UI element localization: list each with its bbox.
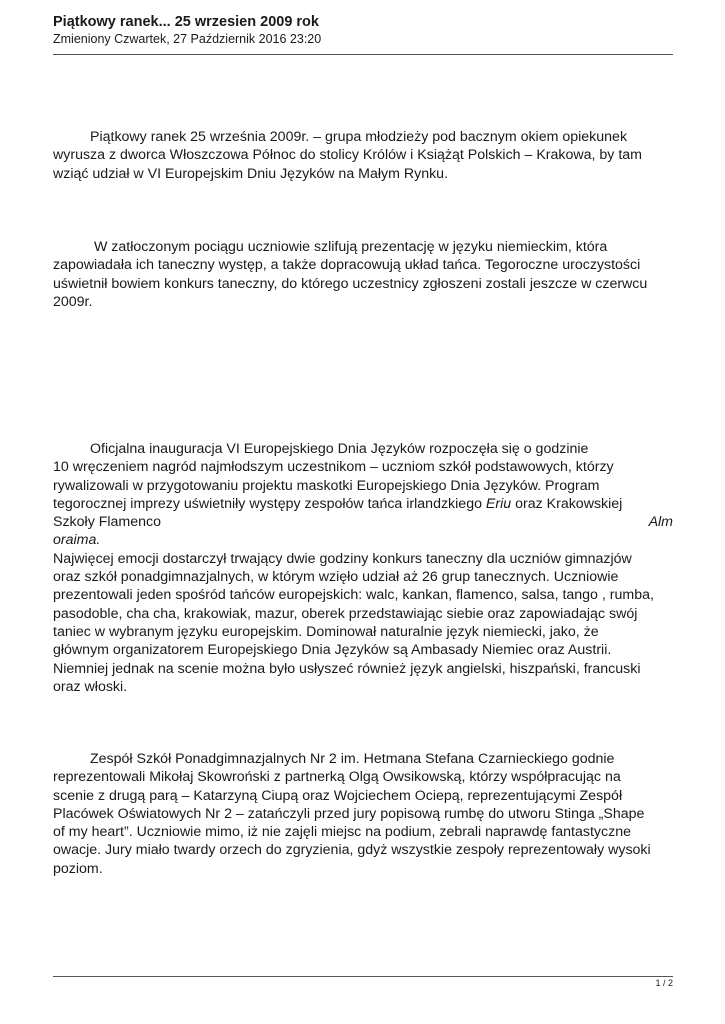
text-line: oraz włoski. bbox=[53, 678, 128, 695]
band-name-almoraima-start: Alm bbox=[648, 514, 673, 531]
text-line: poziom. bbox=[53, 860, 103, 877]
page-number: 1 / 2 bbox=[655, 978, 673, 988]
text-line: Szkoły Flamenco bbox=[53, 514, 162, 531]
footer-divider bbox=[53, 976, 673, 977]
text-line: Niemniej jednak na scenie można było usłyszeć również język angielski, hiszpański, francuski bbox=[53, 660, 641, 677]
text-line: zapowiadała ich taneczny występ, a także dopracowują układ tańca. Tegoroczne uroczystości bbox=[53, 257, 641, 274]
text-line: Piątkowy ranek 25 września 2009r. – grupa młodzieży pod bacznym okiem opiekunek bbox=[90, 129, 628, 145]
text-line: 2009r. bbox=[53, 293, 93, 310]
article-title: Piątkowy ranek... 25 wrzesien 2009 rok bbox=[53, 14, 319, 30]
text-line: pasodoble, cha cha, krakowiak, mazur, oberek przedstawiając siebie oraz zapowiadając swój bbox=[53, 605, 638, 622]
paragraph-4 bbox=[53, 750, 673, 878]
text-line: Oficjalna inauguracja VI Europejskiego Dnia Języków rozpoczęła się o godzinie bbox=[90, 441, 589, 457]
text-line: oraz Krakowskiej bbox=[511, 495, 623, 512]
text-line: uświetnił bowiem konkurs taneczny, do którego uczestnicy zgłoszeni zostali jeszcze w czerwcu bbox=[53, 275, 648, 292]
text-line: scenie z drugą parą – Katarzyną Ciupą oraz Wojciechem Ociepą, reprezentującymi Zespół bbox=[53, 787, 623, 804]
text-line: wziąć udział w VI Europejskim Dniu Języków na Małym Rynku. bbox=[53, 165, 449, 182]
text-line: Zespół Szkół Ponadgimnazjalnych Nr 2 im. Hetmana Stefana Czarnieckiego godnie bbox=[90, 751, 615, 767]
document-header bbox=[53, 14, 673, 47]
band-name-almoraima-end: oraima. bbox=[53, 532, 101, 549]
text-line: prezentowali jeden spośród tańców europejskich: walc, kankan, flamenco, salsa, tango , rumba, bbox=[53, 587, 654, 604]
band-name-eriu: Eriu bbox=[485, 495, 512, 512]
text-line: głównym organizatorem Europejskiego Dnia Języków są Ambasady Niemiec oraz Austrii. bbox=[53, 642, 612, 659]
text-line: owacje. Jury miało twardy orzech do zgryzienia, gdyż wszystkie zespoły reprezentowały wysoki bbox=[53, 842, 651, 859]
text-line: oraz szkół ponadgimnazjalnych, w którym wzięło udział aż 26 grup tanecznych. Uczniowie bbox=[53, 569, 619, 586]
text-line: tegorocznej imprezy uświetniły występy zespołów tańca irlandzkiego bbox=[53, 495, 486, 512]
paragraph-2 bbox=[53, 238, 673, 311]
paragraph-3 bbox=[53, 440, 673, 696]
text-line: of my heart”. Uczniowie mimo, iż nie zajęli miejsc na podium, zebrali naprawdę fantastyczne bbox=[53, 824, 631, 841]
header-divider bbox=[53, 54, 673, 55]
text-line: W zatłoczonym pociągu uczniowie szlifują prezentację w języku niemieckim, która bbox=[90, 239, 608, 255]
text-line: reprezentowali Mikołaj Skowroński z partnerką Olgą Owsikowską, którzy współpracując na bbox=[53, 769, 621, 786]
text-line: taniec w wybranym języku europejskim. Dominował naturalnie język niemiecki, jako, że bbox=[53, 623, 599, 640]
text-line: 10 wręczeniem nagród najmłodszym uczestnikom – uczniom szkół podstawowych, którzy bbox=[53, 459, 614, 476]
paragraph-1 bbox=[53, 128, 673, 183]
text-line: Placówek Oświatowych Nr 2 – zatańczyli przed jury popisową rumbę do utworu Stinga „Shape bbox=[53, 805, 645, 822]
text-line: Najwięcej emocji dostarczył trwający dwie godziny konkurs taneczny dla uczniów gimnazjów bbox=[53, 550, 632, 567]
text-line: wyrusza z dworca Włoszczowa Północ do stolicy Królów i Książąt Polskich – Krakowa, by tam bbox=[53, 147, 642, 164]
text-line: rywalizowali w przygotowaniu projektu maskotki Europejskiego Dnia Języków. Program bbox=[53, 477, 600, 494]
modified-date: Zmieniony Czwartek, 27 Październik 2016 23:20 bbox=[53, 32, 322, 46]
